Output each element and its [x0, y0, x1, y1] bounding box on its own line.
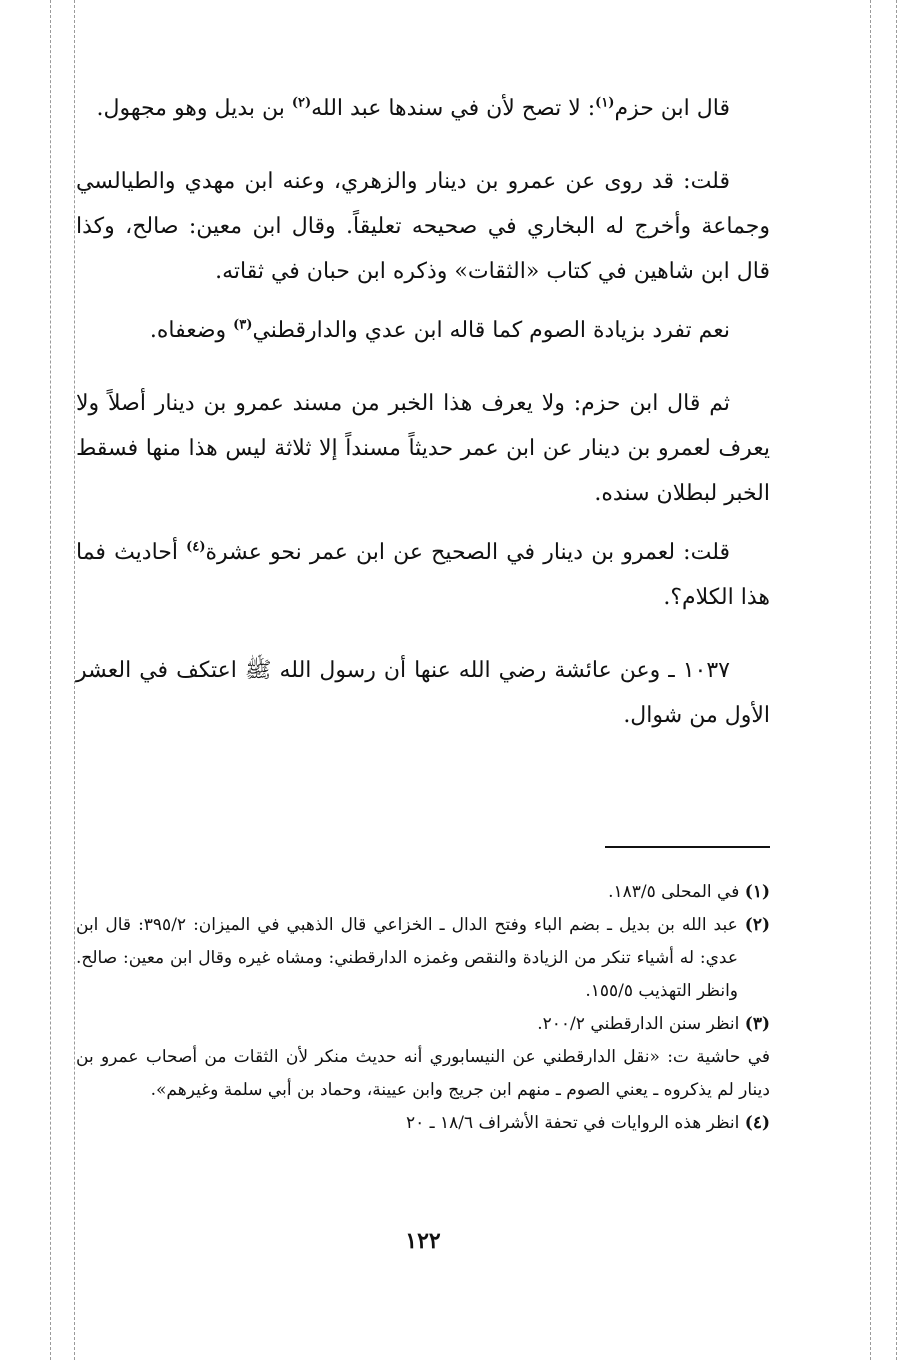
footnotes	[76, 876, 770, 1140]
hadith-1037: ١٠٣٧ ـ وعن عائشة رضي الله عنها أن رسول الله ﷺ اعتكف في العشر الأول من شوال.	[76, 658, 770, 728]
footnote-text: انظر هذه الروايات في تحفة الأشراف ١٨/٦ ـ ٢٠	[405, 1113, 745, 1133]
footnote-number: (٢)	[744, 915, 770, 935]
footnote-ref-1[interactable]: (١)	[595, 95, 615, 111]
paragraph-qultu-1: قلت: قد روى عن عمرو بن دينار والزهري، وعنه ابن مهدي والطيالسي وجماعة وأخرج له البخاري في صحيحه تعليقاً. وقال ابن معين: صالح، وكذا قال ابن شاهين في كتاب «الثقات» وذكره ابن حبان في ثقاته.	[76, 169, 770, 284]
footnote-number: (١)	[744, 882, 770, 902]
paragraph-qultu-2	[76, 530, 770, 620]
footnote-1	[76, 876, 770, 909]
margin-guide-left-inner	[74, 0, 75, 1360]
footnote-number: (٤)	[744, 1113, 770, 1133]
paragraph-naam	[76, 308, 770, 353]
footnote-4	[76, 1107, 770, 1140]
paragraph-text: أحاديث فما هذا الكلام؟.	[76, 540, 770, 610]
paragraph-text: بن بديل وهو مجهول.	[96, 96, 292, 121]
paragraph-ibn-hazm-1	[76, 86, 770, 131]
footnote-text: عبد الله بن بديل ـ بضم الباء وفتح الدال ـ الخزاعي قال الذهبي في الميزان: ٣٩٥/٢: قال ابن عدي: له أشياء تنكر من الزيادة والنقص وغمزه الدارقطني: ومشاه غيره وقال ابن معين: صالح. وانظر التهذيب ١٥٥/٥.	[76, 915, 745, 1001]
paragraph-text: نعم تفرد بزيادة الصوم كما قاله ابن عدي والدارقطني	[252, 318, 730, 343]
page-number: ١٢٢	[405, 1228, 441, 1254]
footnote-ref-2[interactable]: (٢)	[291, 95, 312, 111]
paragraph-text: قلت: لعمرو بن دينار في الصحيح عن ابن عمر نحو عشرة	[205, 540, 730, 565]
footnote-3-margin-note: في حاشية ت: «نقل الدارقطني عن النيسابوري أنه حديث منكر لأن الثقات من أصحاب عمرو بن دينار لم يذكروه ـ يعني الصوم ـ منهم ابن جريج وابن عيينة، وحماد بن أبي سلمة وغيرهم».	[76, 1047, 770, 1100]
footnote-ref-3[interactable]: (٣)	[233, 317, 253, 333]
footnote-2	[76, 909, 770, 1008]
paragraph-text: : لا تصح لأن في سندها عبد الله	[311, 96, 596, 121]
margin-guide-left-outer	[50, 0, 51, 1360]
paragraph-ibn-hazm-2: ثم قال ابن حزم: ولا يعرف هذا الخبر من مسند عمرو بن دينار أصلاً ولا يعرف لعمرو بن دينار عن ابن عمر حديثاً مسنداً إلا ثلاثة ليس هذا منها فسقط الخبر لبطلان سنده.	[76, 391, 770, 506]
footnote-text: انظر سنن الدارقطني ٢٠٠/٢.	[537, 1014, 745, 1034]
paragraph-text: قال ابن حزم	[614, 96, 730, 121]
margin-guide-right-outer	[896, 0, 897, 1360]
footnote-3	[76, 1008, 770, 1041]
book-page	[76, 86, 770, 1286]
margin-guide-right-inner	[870, 0, 871, 1360]
footnote-ref-4[interactable]: (٤)	[186, 539, 206, 555]
footnote-separator	[605, 846, 770, 848]
footnote-number: (٣)	[744, 1014, 770, 1034]
paragraph-text: وضعفاه.	[149, 318, 234, 343]
footnote-text: في المحلى ١٨٣/٥.	[608, 882, 745, 902]
